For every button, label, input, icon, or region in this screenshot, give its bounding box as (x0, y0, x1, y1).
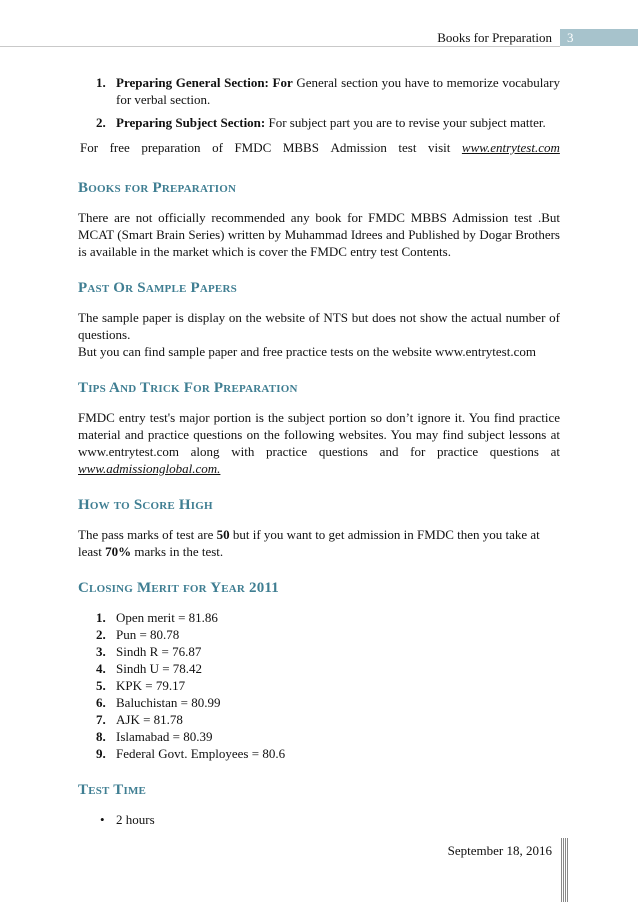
section-heading-merit: Closing Merit for Year 2011 (78, 580, 279, 596)
list-item-bold: Preparing General Section: For (116, 75, 293, 90)
admissionglobal-link[interactable]: www.admissionglobal.com. (78, 461, 221, 476)
score-text: but if you want to get admission in FMDC then you take at least (78, 527, 540, 559)
word: visit (427, 140, 451, 155)
merit-entry: Pun = 80.78 (116, 627, 180, 642)
required-percentage: 70% (105, 544, 132, 559)
list-item-text: General section you have to memorize vocabulary for verbal section. (116, 75, 560, 107)
past-papers-paragraph-2: But you can find sample paper and free practice tests on the website www.entrytest.com (78, 344, 536, 359)
merit-entry: Baluchistan = 80.99 (116, 695, 221, 710)
word: Admission (330, 140, 387, 155)
tips-paragraph (78, 409, 560, 477)
section-heading-tips: Tips And Trick For Preparation (78, 380, 298, 396)
list-item (78, 711, 560, 728)
merit-entry: Open merit = 81.86 (116, 610, 218, 625)
section-heading-test-time: Test Time (78, 782, 147, 798)
merit-entry: KPK = 79.17 (116, 678, 186, 693)
list-number: 7. (96, 712, 106, 727)
word: For (80, 140, 99, 155)
list-item (78, 114, 560, 131)
word: MBBS (282, 140, 319, 155)
list-item (78, 811, 560, 828)
list-item (78, 609, 560, 626)
header-title: Books for Preparation (437, 30, 552, 45)
header-rule (0, 46, 560, 47)
list-number: 4. (96, 661, 106, 676)
merit-entry: Sindh U = 78.42 (116, 661, 203, 676)
list-item (78, 626, 560, 643)
list-number: 8. (96, 729, 106, 744)
intro-list (78, 74, 560, 131)
section-heading-past-papers: Past Or Sample Papers (78, 280, 237, 296)
list-item-text: For subject part you are to revise your subject matter. (265, 115, 546, 130)
list-item (78, 728, 560, 745)
section-heading-score: How to Score High (78, 497, 213, 513)
word: free (109, 140, 130, 155)
list-number: 1. (96, 75, 106, 90)
page-number: 3 (567, 30, 574, 45)
merit-list (78, 609, 560, 762)
test-duration: 2 hours (116, 812, 155, 827)
score-text: The pass marks of test are (78, 527, 217, 542)
list-number: 3. (96, 644, 106, 659)
list-item (78, 660, 560, 677)
footer-decor-line (567, 838, 568, 902)
footer-decor-line (563, 838, 564, 902)
list-number: 1. (96, 610, 106, 625)
footer-decor-line (565, 838, 566, 902)
pass-marks: 50 (216, 527, 230, 542)
list-item (78, 745, 560, 762)
merit-entry: Federal Govt. Employees = 80.6 (116, 746, 286, 761)
word: of (212, 140, 223, 155)
footer-decor-line (561, 838, 562, 902)
test-time-list (78, 811, 560, 828)
books-paragraph: There are not officially recommended any book for FMDC MBBS Admission test .But MCAT (Smart Brain Series) written by Muhammad Idrees and Published by Dogar Brothers is available in the market which is cover the FMDC entry test Contents. (78, 210, 560, 259)
list-number: 9. (96, 746, 106, 761)
merit-entry: Islamabad = 80.39 (116, 729, 213, 744)
merit-entry: AJK = 81.78 (116, 712, 183, 727)
document-body (78, 74, 560, 828)
merit-entry: Sindh R = 76.87 (116, 644, 202, 659)
list-number: 6. (96, 695, 106, 710)
list-number: 2. (96, 115, 106, 130)
past-papers-paragraph: The sample paper is display on the website of NTS but does not show the actual number of questions. (78, 310, 560, 342)
word: test (398, 140, 417, 155)
list-item (78, 694, 560, 711)
section-heading-books: Books for Preparation (78, 180, 237, 196)
list-item (78, 677, 560, 694)
tips-text: FMDC entry test's major portion is the subject portion so don’t ignore it. You find practice material and practice questions on the following websites. You may find subject lessons at www.entrytest.com along with practice questions and for practice questions at (78, 410, 560, 459)
entrytest-link[interactable]: www.entrytest.com (461, 140, 560, 155)
list-item (78, 643, 560, 660)
word: preparation (141, 140, 201, 155)
list-item-bold: Preparing Subject Section: (116, 115, 266, 130)
list-number: 5. (96, 678, 106, 693)
list-item (78, 74, 560, 108)
free-preparation-line (80, 139, 560, 156)
word: FMDC (234, 140, 272, 155)
list-number: 2. (96, 627, 106, 642)
bullet-icon: • (100, 812, 105, 827)
score-text: marks in the test. (131, 544, 224, 559)
footer-date: September 18, 2016 (447, 843, 552, 858)
score-paragraph (78, 526, 560, 560)
